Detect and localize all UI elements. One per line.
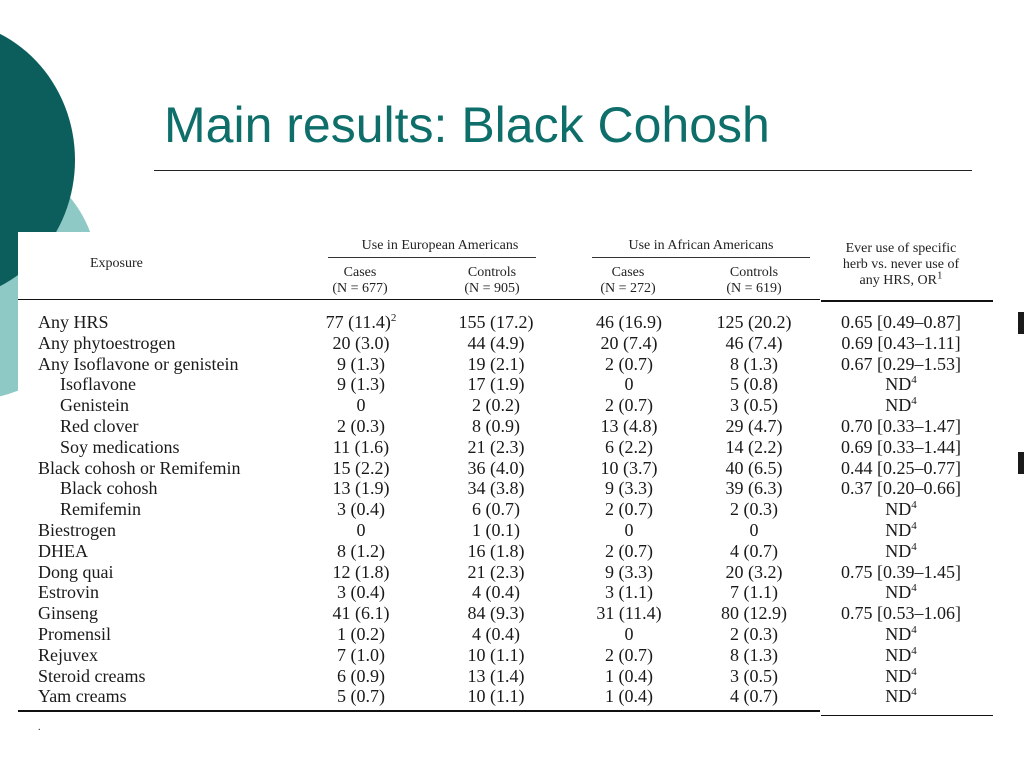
cell-text: 3 (0.4) <box>337 499 385 520</box>
table-cell-or <box>885 520 917 540</box>
table-cell-aa-cases <box>596 312 662 332</box>
cell-text: 9 (1.3) <box>337 374 385 395</box>
cell-text: 0.69 [0.33–1.44] <box>841 436 961 457</box>
cell-text: 5 (0.8) <box>730 374 778 395</box>
header-ea-controls: Controls <box>467 265 517 280</box>
table-cell-aa-cases <box>601 333 658 353</box>
footnote-marker: 4 <box>911 582 917 595</box>
table-cell-exposure <box>38 520 116 540</box>
table-cell-aa-cases <box>605 478 653 498</box>
table-cell-ea-controls <box>468 437 525 457</box>
table-cell-ea-cases <box>337 645 385 665</box>
cell-text: 20 (3.0) <box>332 332 390 353</box>
table-bottom-rule <box>18 710 820 712</box>
cell-text: 3 (0.4) <box>337 582 385 603</box>
table-cell-or <box>841 354 961 374</box>
table-cell-or <box>885 582 917 602</box>
header-or-line2: herb vs. never use of <box>842 257 960 272</box>
table-cell-aa-controls <box>730 686 778 706</box>
cell-text: 10 (3.7) <box>600 457 658 478</box>
table-cell-ea-controls <box>472 582 520 602</box>
cell-text: 0.37 [0.20–0.66] <box>841 478 961 499</box>
table-cell-aa-controls <box>730 666 778 686</box>
table-cell-exposure <box>38 333 175 353</box>
table-cell-exposure <box>38 354 238 374</box>
cell-text: Yam creams <box>38 686 127 707</box>
table-cell-exposure <box>38 478 157 498</box>
cell-text: 3 (1.1) <box>605 582 653 603</box>
table-cell-aa-cases <box>605 686 653 706</box>
cell-text: Remifemin <box>60 499 141 520</box>
cell-text: 0.70 [0.33–1.47] <box>841 416 961 436</box>
table-cell-ea-controls <box>472 416 520 436</box>
cell-text: 9 (1.3) <box>337 353 385 374</box>
results-table <box>18 232 995 732</box>
table-cell-aa-controls <box>730 499 778 519</box>
cell-text: 20 (7.4) <box>600 332 658 353</box>
cell-text: 0.65 [0.49–0.87] <box>841 312 961 332</box>
footnote-marker: 4 <box>911 624 917 636</box>
table-cell-exposure <box>38 437 180 457</box>
cell-text: 19 (2.1) <box>467 353 525 374</box>
cell-text: 46 (16.9) <box>596 312 662 332</box>
table-cell-ea-controls <box>468 562 525 582</box>
table-cell-ea-controls <box>468 541 525 561</box>
table-cell-or <box>885 686 917 706</box>
header-bottom-rule <box>18 299 820 300</box>
table-cell-aa-controls <box>717 312 792 332</box>
table-cell-ea-cases <box>337 582 385 602</box>
cell-text: ND <box>885 540 912 561</box>
table-cell-ea-controls <box>468 666 525 686</box>
cell-text: 0 <box>356 520 366 540</box>
table-cell-exposure <box>38 499 141 519</box>
header-or-footnote: 1 <box>936 269 943 282</box>
table-cell-or <box>885 645 917 665</box>
cell-text: Black cohosh <box>60 478 158 499</box>
cell-text: 41 (6.1) <box>332 603 390 624</box>
cell-text: 3 (0.5) <box>730 665 778 686</box>
table-cell-exposure <box>38 374 136 394</box>
table-cell-aa-controls <box>726 478 783 498</box>
table-cell-ea-controls <box>468 686 525 706</box>
cell-text: 21 (2.3) <box>467 436 525 457</box>
cell-text: 2 (0.2) <box>472 395 520 416</box>
table-cell-ea-cases <box>333 478 390 498</box>
table-cell-or <box>885 541 917 561</box>
table-cell-or <box>841 603 961 623</box>
table-cell-ea-cases <box>337 666 385 686</box>
cell-text: Dong quai <box>38 561 114 582</box>
cell-text: 29 (4.7) <box>725 416 783 436</box>
cell-text: 2 (0.7) <box>605 644 653 665</box>
table-cell-ea-controls <box>468 333 525 353</box>
table-cell-or <box>841 458 961 478</box>
footnote-marker: 4 <box>911 520 917 532</box>
table-cell-aa-cases <box>605 541 653 561</box>
table-cell-or <box>841 437 961 457</box>
table-cell-ea-cases <box>357 520 366 540</box>
cell-text: 31 (11.4) <box>596 603 662 624</box>
table-cell-ea-cases <box>326 312 397 332</box>
table-cell-ea-cases <box>333 458 390 478</box>
table-cell-ea-controls <box>468 645 525 665</box>
table-cell-aa-controls <box>730 395 778 415</box>
table-cell-aa-controls <box>726 437 783 457</box>
table-cell-aa-controls <box>730 541 778 561</box>
header-exposure: Exposure <box>90 256 143 271</box>
cell-text: ND <box>885 644 912 665</box>
table-bottom-rule-or <box>821 715 993 716</box>
cell-text: 34 (3.8) <box>467 478 525 499</box>
cell-text: Promensil <box>38 624 112 644</box>
table-cell-aa-controls <box>730 624 778 644</box>
cell-text: Genistein <box>60 395 129 416</box>
cell-text: 2 (0.3) <box>337 416 385 436</box>
table-cell-ea-cases <box>337 416 385 436</box>
cell-text: 155 (17.2) <box>458 312 534 332</box>
cell-text: 6 (2.2) <box>605 436 653 457</box>
cell-text: 0 <box>624 624 634 644</box>
header-aa-controls-n: (N = 619) <box>726 281 782 296</box>
cell-text: 14 (2.2) <box>725 436 783 457</box>
header-aa-cases: Cases <box>611 265 645 280</box>
cell-text: 77 (11.4) <box>325 312 391 332</box>
cell-text: 8 (1.3) <box>730 644 778 665</box>
cell-text: 0.75 [0.39–1.45] <box>841 561 961 582</box>
cell-text: 8 (1.2) <box>337 540 385 561</box>
footnote-marker: 4 <box>911 540 917 553</box>
table-cell-ea-cases <box>333 603 390 623</box>
table-cell-or <box>885 624 917 644</box>
cell-text: 9 (3.3) <box>605 478 653 499</box>
cell-text: 2 (0.7) <box>605 353 653 374</box>
table-cell-aa-cases <box>605 562 653 582</box>
table-cell-aa-controls <box>726 416 783 436</box>
footer-mark: . <box>38 722 41 733</box>
cell-text: 4 (0.7) <box>730 686 778 707</box>
table-cell-ea-cases <box>337 354 385 374</box>
table-cell-aa-cases <box>625 624 634 644</box>
cell-text: 8 (0.9) <box>472 416 520 436</box>
table-cell-ea-controls <box>472 395 520 415</box>
cell-text: 11 (1.6) <box>332 436 390 457</box>
cell-text: 3 (0.5) <box>730 395 778 416</box>
cell-text: Isoflavone <box>60 374 136 395</box>
table-cell-aa-controls <box>730 374 778 394</box>
table-cell-exposure <box>38 603 98 623</box>
cell-text: 4 (0.7) <box>730 540 778 561</box>
table-cell-exposure <box>38 416 138 436</box>
cell-text: 10 (1.1) <box>467 644 525 665</box>
table-cell-aa-controls <box>721 603 787 623</box>
footnote-marker: 4 <box>911 665 917 678</box>
table-cell-ea-controls <box>459 312 534 332</box>
table-cell-aa-cases <box>605 437 653 457</box>
table-cell-or <box>885 666 917 686</box>
cell-text: ND <box>885 686 912 707</box>
title-divider <box>154 170 972 171</box>
table-cell-ea-cases <box>337 624 385 644</box>
header-ea-cases-n: (N = 677) <box>332 281 388 296</box>
table-cell-exposure <box>38 645 98 665</box>
table-cell-aa-controls <box>726 458 783 478</box>
table-cell-ea-controls <box>472 499 520 519</box>
cell-text: 40 (6.5) <box>725 457 783 478</box>
cell-text: 36 (4.0) <box>467 457 525 478</box>
header-group-african: Use in African Americans <box>628 238 774 253</box>
cell-text: Biestrogen <box>38 520 116 540</box>
cell-text: 2 (0.3) <box>730 624 778 644</box>
table-cell-or <box>841 416 961 436</box>
cell-text: 17 (1.9) <box>467 374 525 395</box>
table-cell-ea-controls <box>472 624 520 644</box>
table-cell-aa-cases <box>605 499 653 519</box>
cell-text: 84 (9.3) <box>467 603 525 624</box>
table-cell-aa-controls <box>726 562 783 582</box>
table-cell-ea-controls <box>468 354 525 374</box>
header-ea-cases: Cases <box>343 265 377 280</box>
cell-text: 6 (0.9) <box>337 665 385 686</box>
table-cell-or <box>841 333 960 353</box>
cell-text: 2 (0.7) <box>605 499 653 520</box>
cell-text: 12 (1.8) <box>332 561 390 582</box>
cell-text: 0.44 [0.25–0.77] <box>841 457 961 478</box>
table-cell-aa-cases <box>601 416 658 436</box>
table-cell-exposure <box>38 458 240 478</box>
cell-text: 5 (0.7) <box>337 686 385 707</box>
cell-text: Soy medications <box>60 436 180 457</box>
cell-text: 0.75 [0.53–1.06] <box>841 603 961 624</box>
header-rule-african <box>592 257 810 258</box>
table-cell-ea-controls <box>468 374 525 394</box>
cell-text: Steroid creams <box>38 665 146 686</box>
cell-text: 10 (1.1) <box>467 686 525 707</box>
cell-text: 0 <box>356 395 366 416</box>
table-cell-aa-cases <box>625 520 634 540</box>
cell-text: Red clover <box>60 416 139 436</box>
table-cell-ea-cases <box>337 686 385 706</box>
cell-text: ND <box>885 624 912 644</box>
table-cell-exposure <box>38 624 111 644</box>
table-cell-ea-cases <box>333 437 389 457</box>
table-cell-or <box>885 374 917 394</box>
table-cell-aa-controls <box>730 582 778 602</box>
header-ea-controls-n: (N = 905) <box>464 281 520 296</box>
table-cell-or <box>885 395 917 415</box>
table-cell-exposure <box>38 312 109 332</box>
edge-bullet-fragment <box>1018 312 1024 334</box>
table-cell-aa-controls <box>750 520 759 540</box>
table-cell-aa-cases <box>596 603 661 623</box>
cell-text: 1 (0.4) <box>605 665 653 686</box>
table-cell-aa-controls <box>730 354 778 374</box>
cell-text: 13 (4.8) <box>600 416 658 436</box>
table-cell-ea-cases <box>337 541 385 561</box>
table-cell-ea-controls <box>468 478 525 498</box>
header-group-european: Use in European Americans <box>361 238 519 253</box>
cell-text: 0 <box>749 520 759 540</box>
cell-text: 13 (1.4) <box>467 665 525 686</box>
cell-text: DHEA <box>38 540 88 561</box>
cell-text: 46 (7.4) <box>725 332 783 353</box>
cell-text: ND <box>885 374 912 395</box>
cell-text: Any Isoflavone or genistein <box>38 353 239 374</box>
cell-text: ND <box>885 582 912 603</box>
cell-text: Rejuvex <box>38 644 98 665</box>
cell-text: 7 (1.0) <box>337 644 385 665</box>
table-cell-exposure <box>38 562 114 582</box>
slide-title: Main results: Black Cohosh <box>164 97 770 153</box>
cell-text: 4 (0.4) <box>472 624 520 644</box>
footnote-marker: 4 <box>911 374 917 387</box>
cell-text: Black cohosh or Remifemin <box>38 457 241 478</box>
table-cell-aa-cases <box>605 645 653 665</box>
table-cell-ea-cases <box>357 395 366 415</box>
cell-text: 0.69 [0.43–1.11] <box>841 332 961 353</box>
table-cell-or <box>841 478 961 498</box>
cell-text: ND <box>885 520 912 540</box>
cell-text: Any HRS <box>38 312 109 332</box>
cell-text: 125 (20.2) <box>716 312 792 332</box>
table-cell-aa-cases <box>625 374 634 394</box>
cell-text: 2 (0.3) <box>730 499 778 520</box>
table-cell-ea-cases <box>337 499 385 519</box>
cell-text: 9 (3.3) <box>605 561 653 582</box>
cell-text: 21 (2.3) <box>467 561 525 582</box>
table-cell-aa-controls <box>730 645 778 665</box>
cell-text: Ginseng <box>38 603 98 624</box>
header-rule-european <box>328 257 536 258</box>
cell-text: 20 (3.2) <box>725 561 783 582</box>
cell-text: ND <box>885 499 912 520</box>
cell-text: 7 (1.1) <box>730 582 778 603</box>
cell-text: 16 (1.8) <box>467 540 525 561</box>
cell-text: 15 (2.2) <box>332 457 390 478</box>
table-cell-aa-cases <box>605 582 653 602</box>
table-cell-aa-cases <box>605 666 653 686</box>
table-cell-ea-controls <box>472 520 520 540</box>
table-cell-exposure <box>38 395 129 415</box>
cell-text: 8 (1.3) <box>730 353 778 374</box>
table-cell-aa-controls <box>726 333 783 353</box>
table-cell-or <box>885 499 917 519</box>
cell-text: ND <box>885 395 912 416</box>
table-cell-aa-cases <box>605 395 653 415</box>
table-cell-ea-cases <box>337 374 385 394</box>
table-cell-ea-cases <box>333 333 390 353</box>
cell-text: 13 (1.9) <box>332 478 390 499</box>
table-cell-exposure <box>38 582 99 602</box>
cell-text: 2 (0.7) <box>605 540 653 561</box>
cell-text: 0 <box>624 374 634 395</box>
header-or-line3: any HRS, $OR^1$ <box>859 269 943 288</box>
cell-text: 6 (0.7) <box>472 499 520 520</box>
cell-text: 80 (12.9) <box>721 603 787 624</box>
footnote-marker: 2 <box>390 312 397 324</box>
footnote-marker: 4 <box>911 686 917 699</box>
table-cell-exposure <box>38 666 145 686</box>
table-cell-or <box>841 562 961 582</box>
cell-text: 1 (0.2) <box>337 624 385 644</box>
table-cell-aa-cases <box>605 354 653 374</box>
footnote-marker: 4 <box>911 395 917 408</box>
header-aa-controls: Controls <box>729 265 779 280</box>
cell-text: 0.67 [0.29–1.53] <box>841 353 961 374</box>
cell-text: 0 <box>624 520 634 540</box>
cell-text: 1 (0.4) <box>605 686 653 707</box>
cell-text: Estrovin <box>38 582 99 603</box>
table-cell-or <box>841 312 961 332</box>
cell-text: 1 (0.1) <box>472 520 520 540</box>
header-or-line1: Ever use of specific <box>845 241 957 256</box>
table-cell-exposure <box>38 541 88 561</box>
header-aa-cases-n: (N = 272) <box>600 281 656 296</box>
cell-text: 4 (0.4) <box>472 582 520 603</box>
table-cell-exposure <box>38 686 127 706</box>
cell-text: 2 (0.7) <box>605 395 653 416</box>
table-cell-ea-controls <box>468 458 525 478</box>
header-bottom-rule-or <box>821 300 993 302</box>
cell-text: 39 (6.3) <box>725 478 783 499</box>
edge-bullet-fragment <box>1018 452 1024 474</box>
table-cell-ea-cases <box>333 562 390 582</box>
cell-text: 44 (4.9) <box>467 332 525 353</box>
footnote-marker: 4 <box>911 644 917 657</box>
table-cell-aa-cases <box>601 458 658 478</box>
table-cell-ea-controls <box>468 603 525 623</box>
cell-text: Any phytoestrogen <box>38 332 176 353</box>
cell-text: ND <box>885 665 912 686</box>
footnote-marker: 4 <box>911 499 917 512</box>
